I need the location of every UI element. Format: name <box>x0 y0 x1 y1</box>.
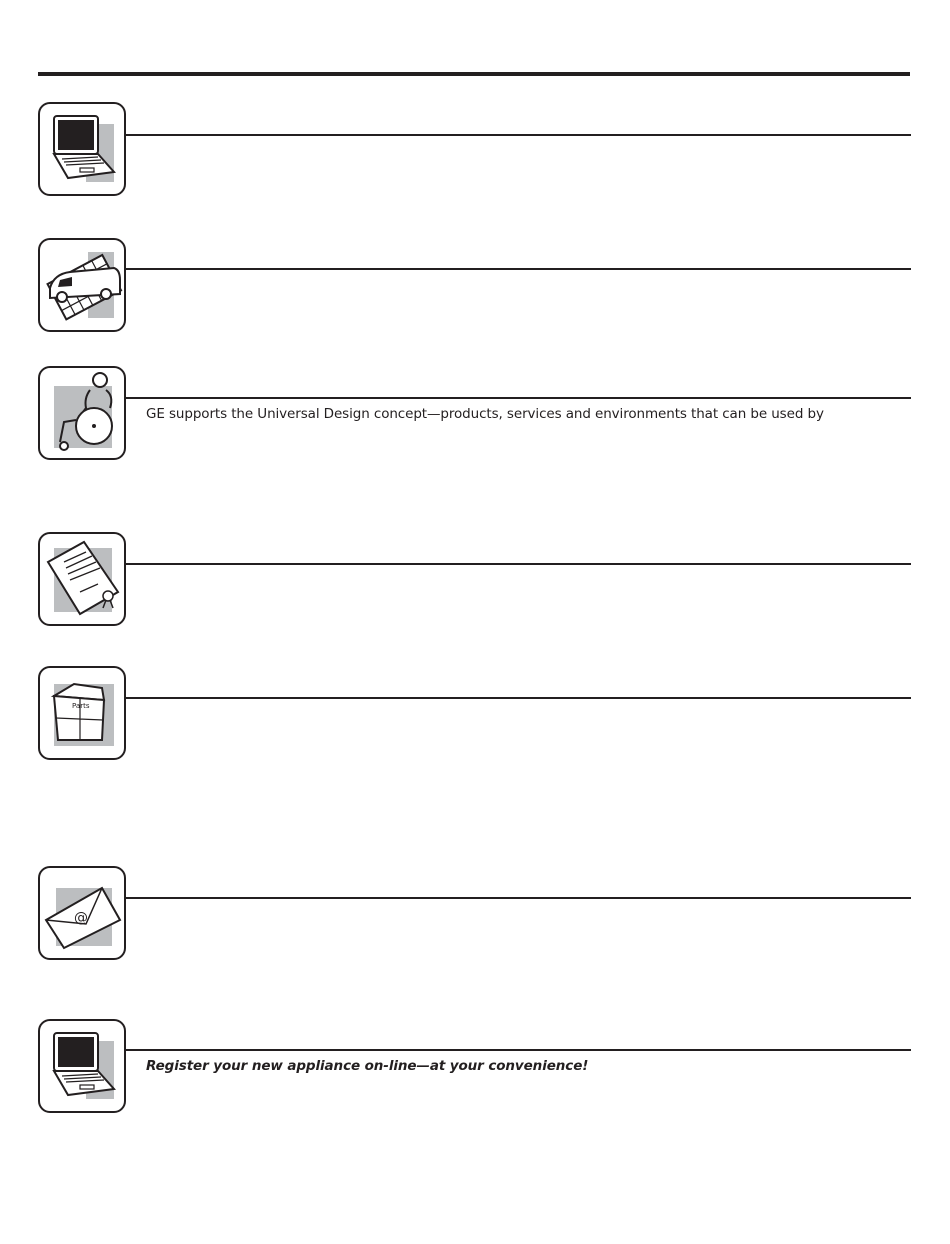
icon-box-warranty <box>38 532 126 626</box>
parts-box-icon <box>40 668 124 758</box>
register-online-text: Register your new appliance on-line—at your convenience! <box>146 1058 589 1074</box>
icon-box-laptop <box>38 102 126 196</box>
section-rule <box>126 134 911 136</box>
section-rule <box>126 897 911 899</box>
section-rule <box>126 397 911 399</box>
icon-box-service <box>38 238 126 332</box>
wheelchair-icon <box>40 368 124 458</box>
service-van-calendar-icon <box>40 240 124 330</box>
icon-box-accessibility <box>38 366 126 460</box>
laptop-icon <box>40 1021 124 1111</box>
section-rule <box>126 268 911 270</box>
envelope-at-symbol: @ <box>74 910 88 926</box>
icon-box-parts <box>38 666 126 760</box>
certificate-icon <box>40 534 124 624</box>
icon-box-contact <box>38 866 126 960</box>
icon-box-register <box>38 1019 126 1113</box>
top-rule <box>38 72 910 76</box>
parts-box-label: Parts <box>72 702 90 710</box>
laptop-icon <box>40 104 124 194</box>
section-rule <box>126 563 911 565</box>
email-envelope-icon <box>40 868 124 958</box>
section-rule <box>126 1049 911 1051</box>
section-rule <box>126 697 911 699</box>
universal-design-text: GE supports the Universal Design concept—products, services and environments that can be used by <box>146 406 824 422</box>
